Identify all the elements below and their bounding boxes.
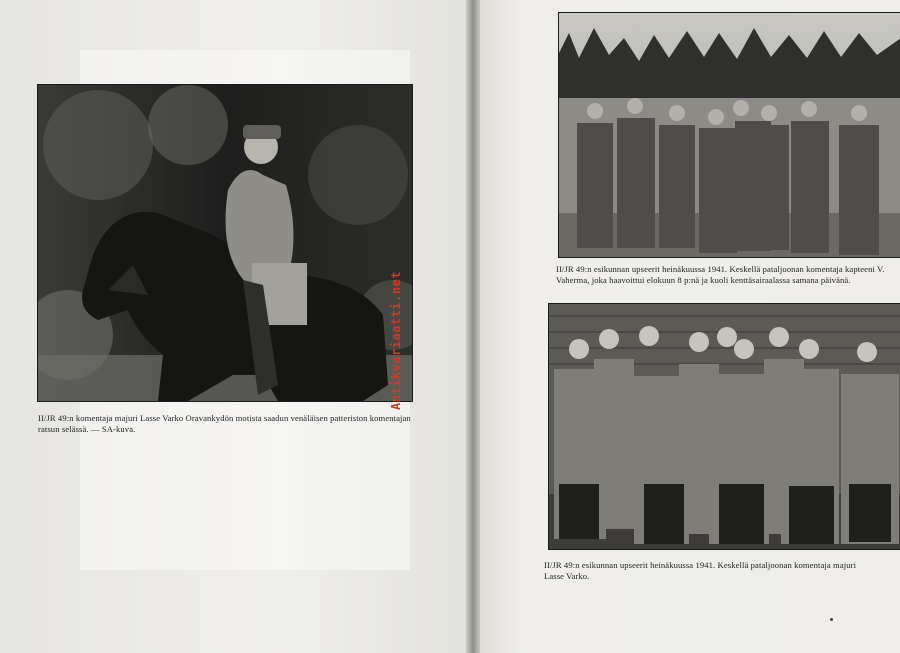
photo-officers-field-image [559, 13, 900, 257]
photo-officers-field [558, 12, 900, 258]
book-gutter [466, 0, 480, 653]
caption-officers-field: II/JR 49:n esikunnan upseerit heinäkuussa 1941. Keskellä pataljoonan komentaja kapteeni V. Vaherma, joka haavoittui elokuun 8 p:nä ja kuoli kenttäsairaalassa samana päivänä. [556, 264, 885, 285]
photo-officers-building-image [549, 304, 900, 549]
photo-horseman [37, 84, 413, 402]
watermark-stamp: Antikvariaatti.net [389, 270, 403, 410]
caption-horseman: II/JR 49:n komentaja majuri Lasse Varko Oravankydön motista saadun venäläisen patteriston komentajan ratsun selässä. — SA-kuva. [38, 413, 411, 434]
photo-horseman-image [38, 85, 412, 401]
photo-officers-building [548, 303, 900, 550]
caption-officers-building: II/JR 49:n esikunnan upseerit heinäkuussa 1941. Keskellä pataljoonan komentaja majuri Lasse Varko. [544, 560, 857, 581]
page-dot [830, 618, 833, 621]
